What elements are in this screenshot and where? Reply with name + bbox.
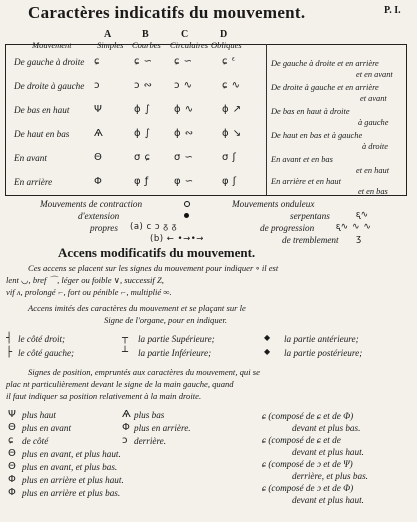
pos-symbol: Ѧ: [122, 409, 132, 420]
serpentans-label: serpentans: [290, 211, 330, 221]
side-label: la partie Supérieure;: [138, 334, 215, 344]
pos-label: de côté: [22, 436, 49, 446]
row-label: De bas en haut: [14, 105, 70, 115]
glyph-b: ɸ ∫: [134, 104, 151, 115]
glyph-b: σ ɕ: [134, 152, 151, 163]
oblique-sub: et avant: [360, 94, 387, 103]
accents-line: vif ʌ, prolongé ⌐, fort ou pénible ⌐, multiplié ∞.: [6, 287, 172, 297]
oblique-sub: à gauche: [358, 118, 389, 127]
accents-line: lent ◡, bref ⌒, léger ou foible ∨, successif Z,: [6, 275, 164, 285]
pos-symbol: Φ: [8, 487, 17, 498]
oblique-sub: et en bas: [358, 187, 388, 196]
composite-sub: devant et plus haut.: [292, 447, 364, 457]
glyph-d: ɕ ᵋ: [222, 56, 236, 67]
row-label: De gauche à droite: [14, 57, 85, 67]
glyph-b: ɕ ∽: [134, 56, 153, 67]
side-label: le côté gauche;: [18, 348, 75, 358]
side-symbol: ┴: [122, 347, 129, 358]
glyph-b: ɸ ∫: [134, 128, 151, 139]
pos-label: plus haut: [22, 410, 56, 420]
oblique-label: De haut en bas et à gauche: [271, 131, 363, 140]
col-a-label: Simples: [97, 40, 124, 50]
glyph-d: φ ʃ: [222, 176, 237, 187]
contraction-label: Mouvements de contraction: [40, 199, 143, 209]
glyph-c: φ ∽: [174, 176, 194, 187]
glyph-a: Ѧ: [94, 128, 104, 139]
plate-number: P. I.: [384, 5, 401, 16]
glyph-d: ɸ ↘: [222, 128, 242, 139]
pos-symbol: Φ: [8, 474, 17, 485]
row-label: En arrière: [14, 177, 53, 187]
col-c-label: Circulaires: [170, 40, 209, 50]
propres-b-symbols: (b) ← •→•→: [150, 234, 204, 244]
composite-sub: derrière, et plus bas.: [292, 471, 368, 481]
pos-label: plus en avant, et plus bas.: [22, 462, 118, 472]
col-d-letter: D: [220, 29, 228, 40]
imites-line: Signe de l'organe, pour en indiquer.: [104, 315, 228, 325]
pos-symbol: Θ: [8, 422, 17, 433]
progression-label: de progression: [260, 223, 315, 233]
oblique-label: En avant et en bas: [271, 155, 333, 164]
contraction-mark: [184, 201, 190, 207]
pos-symbol: Θ: [8, 461, 17, 472]
composite-line: ɕ (composé de ɔ et de Ψ): [262, 459, 353, 469]
side-label: la partie Inférieure;: [138, 348, 212, 358]
glyph-b: φ ƒ: [134, 176, 149, 187]
propres-a-symbols: (a) ᴄ ɔ ᵹ ᵹ: [130, 222, 177, 232]
pos-label: plus en avant: [22, 423, 71, 433]
onduleux-label: Mouvements onduleux: [232, 199, 315, 209]
row-label: En avant: [14, 153, 47, 163]
glyph-c: ɸ ∾: [174, 128, 194, 139]
side-symbol: ◆: [264, 347, 271, 356]
extension-mark: [184, 213, 189, 218]
row-label: De droite à gauche: [14, 81, 85, 91]
position-line: plac nt particulièrement devant le signe de la main gauche, quand: [6, 379, 234, 389]
oblique-sub: à droite: [362, 142, 388, 151]
page-title: Caractères indicatifs du mouvement.: [28, 3, 306, 22]
composite-line: ɕ (composé de ɕ et de Φ): [262, 411, 354, 421]
pos-symbol: Θ: [8, 448, 17, 459]
progression-symbol: ᶓ∿ ∿ ∿: [336, 222, 372, 232]
oblique-label: En arrière et en haut: [271, 177, 341, 186]
glyph-a: Φ: [94, 176, 103, 187]
glyph-d: ɸ ↗: [222, 104, 242, 115]
glyph-a: ɕ: [94, 56, 100, 67]
side-symbol: ┬: [122, 333, 129, 344]
side-symbol: ◆: [264, 333, 271, 342]
pos-symbol: ɔ: [122, 435, 128, 446]
side-label: la partie postérieure;: [284, 348, 363, 358]
extension-label: d'extension: [78, 211, 120, 221]
oblique-sub: et en avant: [356, 70, 393, 79]
col-b-letter: B: [142, 29, 149, 40]
oblique-label: De gauche à droite et en arrière: [271, 59, 379, 68]
serpentans-symbol: ᶓ∿: [356, 210, 369, 220]
pos-label: plus en arrière et plus bas.: [22, 488, 121, 498]
position-line: il faut indiquer sa position relativement à la main droite.: [6, 391, 202, 401]
glyph-c: σ ∽: [174, 152, 194, 163]
propres-label: propres: [90, 223, 118, 233]
tremblement-label: de tremblement: [282, 235, 339, 245]
oblique-sub: et en haut: [356, 166, 390, 175]
col-b-label: Courbes: [132, 40, 161, 50]
glyph-a: ɔ: [94, 80, 100, 91]
pos-label: plus en avant, et plus haut.: [22, 449, 121, 459]
accents-title: Accens modificatifs du mouvement.: [58, 245, 256, 260]
composite-sub: devant et plus haut.: [292, 495, 364, 505]
side-symbol: ├: [6, 347, 13, 358]
composite-line: ɕ (composé de ɕ et de: [262, 435, 341, 445]
pos-label: plus bas: [134, 410, 165, 420]
pos-label: plus en arrière.: [134, 423, 191, 433]
oblique-label: De bas en haut à droite: [271, 107, 350, 116]
side-label: la partie antérieure;: [284, 334, 359, 344]
oblique-label: De droite à gauche et en arrière: [271, 83, 379, 92]
tremblement-symbol: ʒ: [356, 234, 362, 244]
pos-symbol: Φ: [122, 422, 131, 433]
col-d-label: Obliques: [211, 40, 242, 50]
glyph-a: Θ: [94, 152, 103, 163]
accents-line: Ces accens se placent sur les signes du mouvement pour indiquer ∘ il est: [28, 263, 279, 273]
row-label: De haut en bas: [14, 129, 70, 139]
position-line: Signes de position, empruntés aux caractères du mouvement, qui se: [28, 367, 260, 377]
pos-label: derrière.: [134, 436, 167, 446]
pos-label: plus en arrière et plus haut.: [22, 475, 124, 485]
pos-symbol: ɕ: [8, 435, 14, 446]
mouvement-label: Mouvement: [32, 40, 72, 50]
glyph-d: ɕ ∿: [222, 80, 241, 91]
imites-line: Accens imités des caractères du mouvement et se plaçant sur le: [28, 303, 246, 313]
side-label: le côté droit;: [18, 334, 66, 344]
glyph-b: ɔ ∾: [134, 80, 153, 91]
table-divider-right: [266, 44, 267, 195]
pos-symbol: Ψ: [8, 409, 17, 420]
col-a-letter: A: [104, 29, 112, 40]
glyph-c: ɸ ∿: [174, 104, 194, 115]
composite-sub: devant et plus bas.: [292, 423, 361, 433]
glyph-c: ɕ ∽: [174, 56, 193, 67]
glyph-d: σ ʃ: [222, 152, 237, 163]
side-symbol: ┤: [6, 333, 13, 344]
col-c-letter: C: [181, 29, 189, 40]
glyph-a: Ψ: [94, 104, 103, 115]
glyph-c: ɔ ∿: [174, 80, 193, 91]
composite-line: ɕ (composé de ɔ et de Φ): [262, 483, 354, 493]
